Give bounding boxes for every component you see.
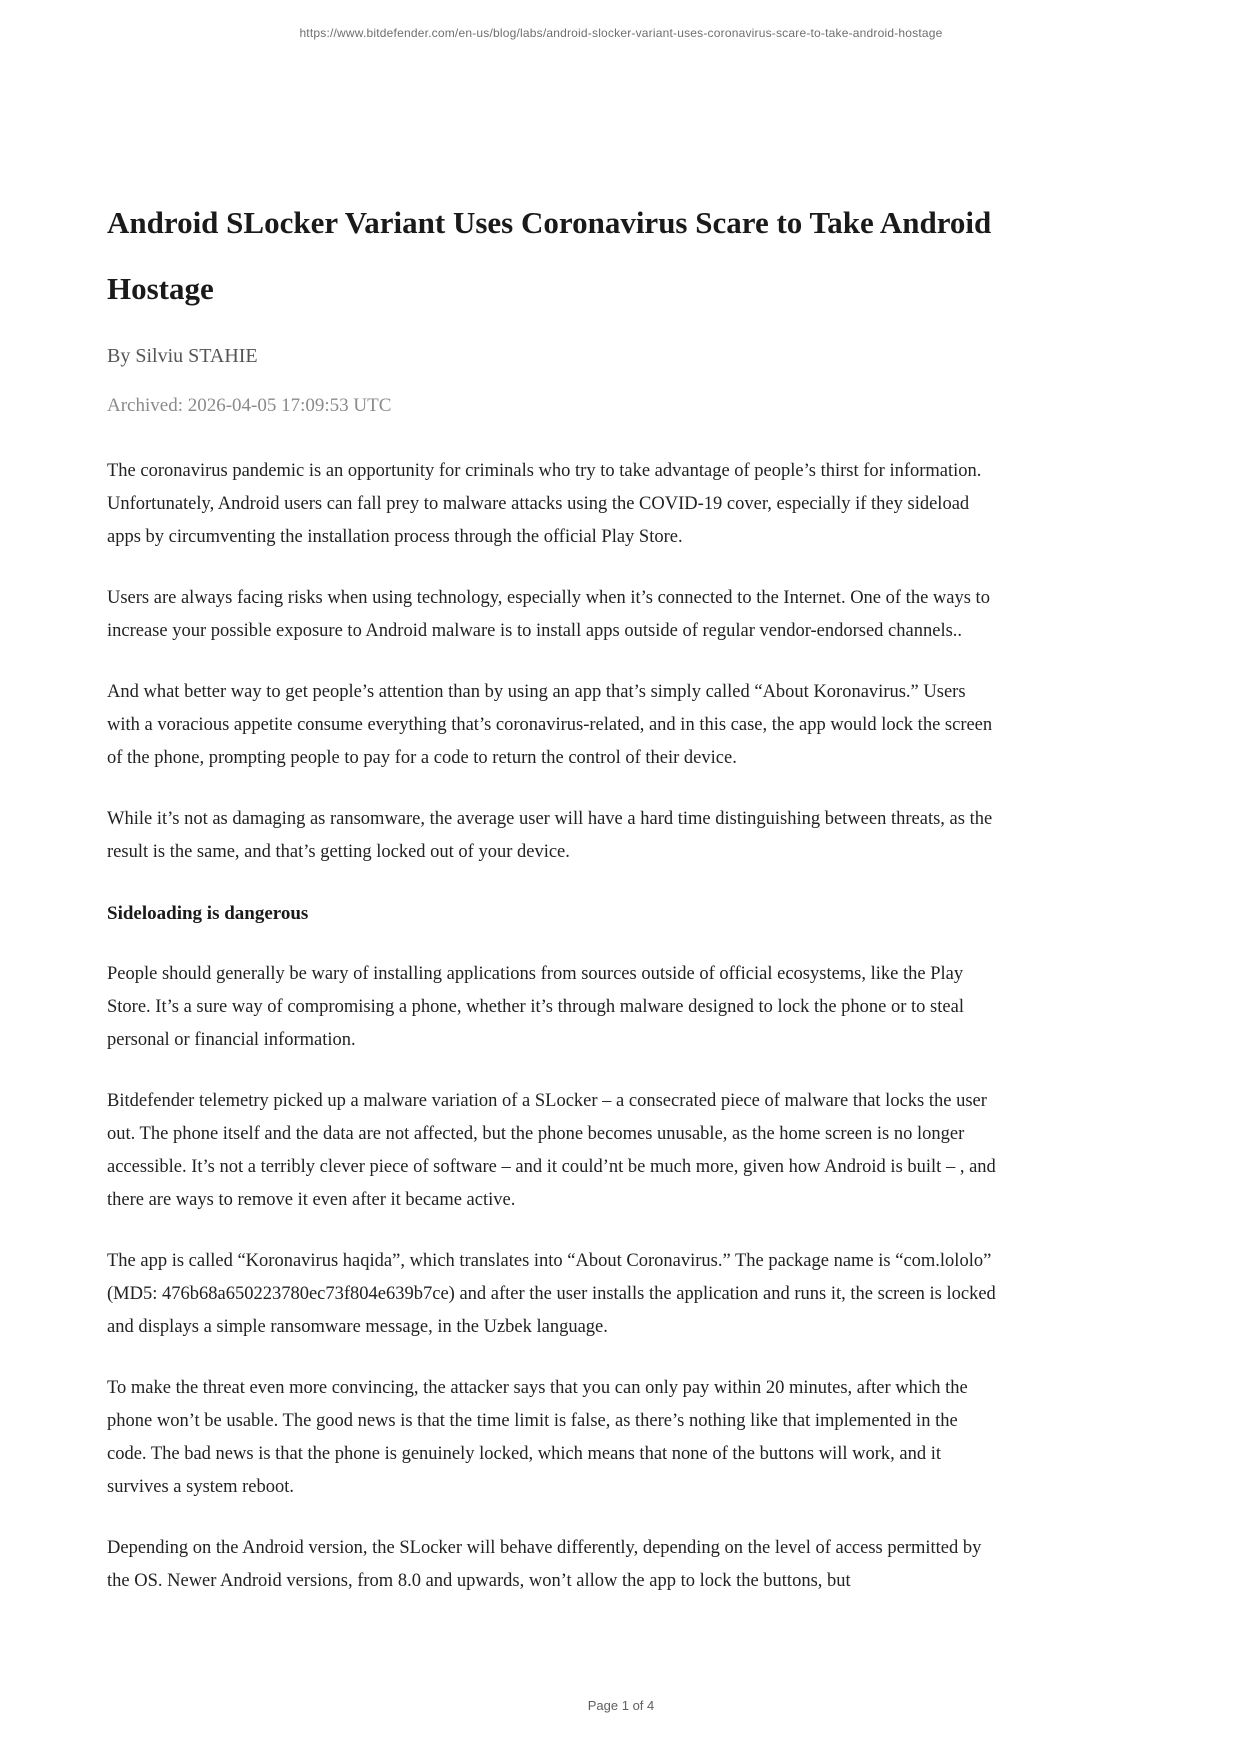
article-byline: By Silviu STAHIE (107, 345, 258, 367)
article-paragraph: The coronavirus pandemic is an opportunity for criminals who try to take advantage of people’s thirst for information. Unfortunately, Android users can fall prey to malware attacks using the COVID-19 cover, especially if they sideload apps by circumventing the installation process through the official Play Store. (107, 461, 982, 547)
section-heading-sideloading: Sideloading is dangerous (107, 903, 309, 924)
page-number: Page 1 of 4 (587, 1698, 655, 1713)
article-paragraph: People should generally be wary of installing applications from sources outside of official ecosystems, like the Play Store. It’s a sure way of compromising a phone, whether it’s through malware designed to lock the phone or to steal personal or financial information. (107, 964, 964, 1050)
article-paragraph: And what better way to get people’s attention than by using an app that’s simply called “About Koronavirus.” Users with a voracious appetite consume everything that’s coronavirus-related, and in this case, the app would lock the screen of the phone, prompting people to pay for a code to return the control of their device. (107, 682, 993, 768)
article-content (107, 190, 1000, 1626)
article-paragraph: Users are always facing risks when using technology, especially when it’s connected to the Internet. One of the ways to increase your possible exposure to Android malware is to install apps outside of regular vendor-endorsed channels.. (107, 588, 990, 641)
source-url: https://www.bitdefender.com/en-us/blog/labs/android-slocker-variant-uses-coronavirus-scare-to-take-android-hostage (299, 26, 943, 40)
article-paragraph: Bitdefender telemetry picked up a malware variation of a SLocker – a consecrated piece of malware that locks the user out. The phone itself and the data are not affected, but the phone becomes unusable, as the home screen is no longer accessible. It’s not a terribly clever piece of software – and it could’nt be much more, given how Android is built – , and there are ways to remove it even after it became active. (107, 1091, 996, 1210)
article-paragraph: Depending on the Android version, the SLocker will behave differently, depending on the level of access permitted by the OS. Newer Android versions, from 8.0 and upwards, won’t allow the app to lock the buttons, but (107, 1538, 982, 1591)
archived-timestamp: Archived: 2026-04-05 17:09:53 UTC (107, 395, 392, 416)
article-paragraph: To make the threat even more convincing, the attacker says that you can only pay within 20 minutes, after which the phone won’t be usable. The good news is that the time limit is false, as there’s nothing like that implemented in the code. The bad news is that the phone is genuinely locked, which means that none of the buttons will work, and it survives a system reboot. (107, 1378, 968, 1497)
article-paragraph: The app is called “Koronavirus haqida”, which translates into “About Coronavirus.” The package name is “com.lololo” (MD5: 476b68a650223780ec73f804e639b7ce) and after the user installs the application and runs it, the screen is locked and displays a simple ransomware message, in the Uzbek language. (107, 1251, 996, 1337)
page-title: Android SLocker Variant Uses Coronavirus Scare to Take Android Hostage (107, 205, 992, 306)
article-paragraph: While it’s not as damaging as ransomware, the average user will have a hard time distinguishing between threats, as the result is the same, and that’s getting locked out of your device. (107, 809, 993, 862)
